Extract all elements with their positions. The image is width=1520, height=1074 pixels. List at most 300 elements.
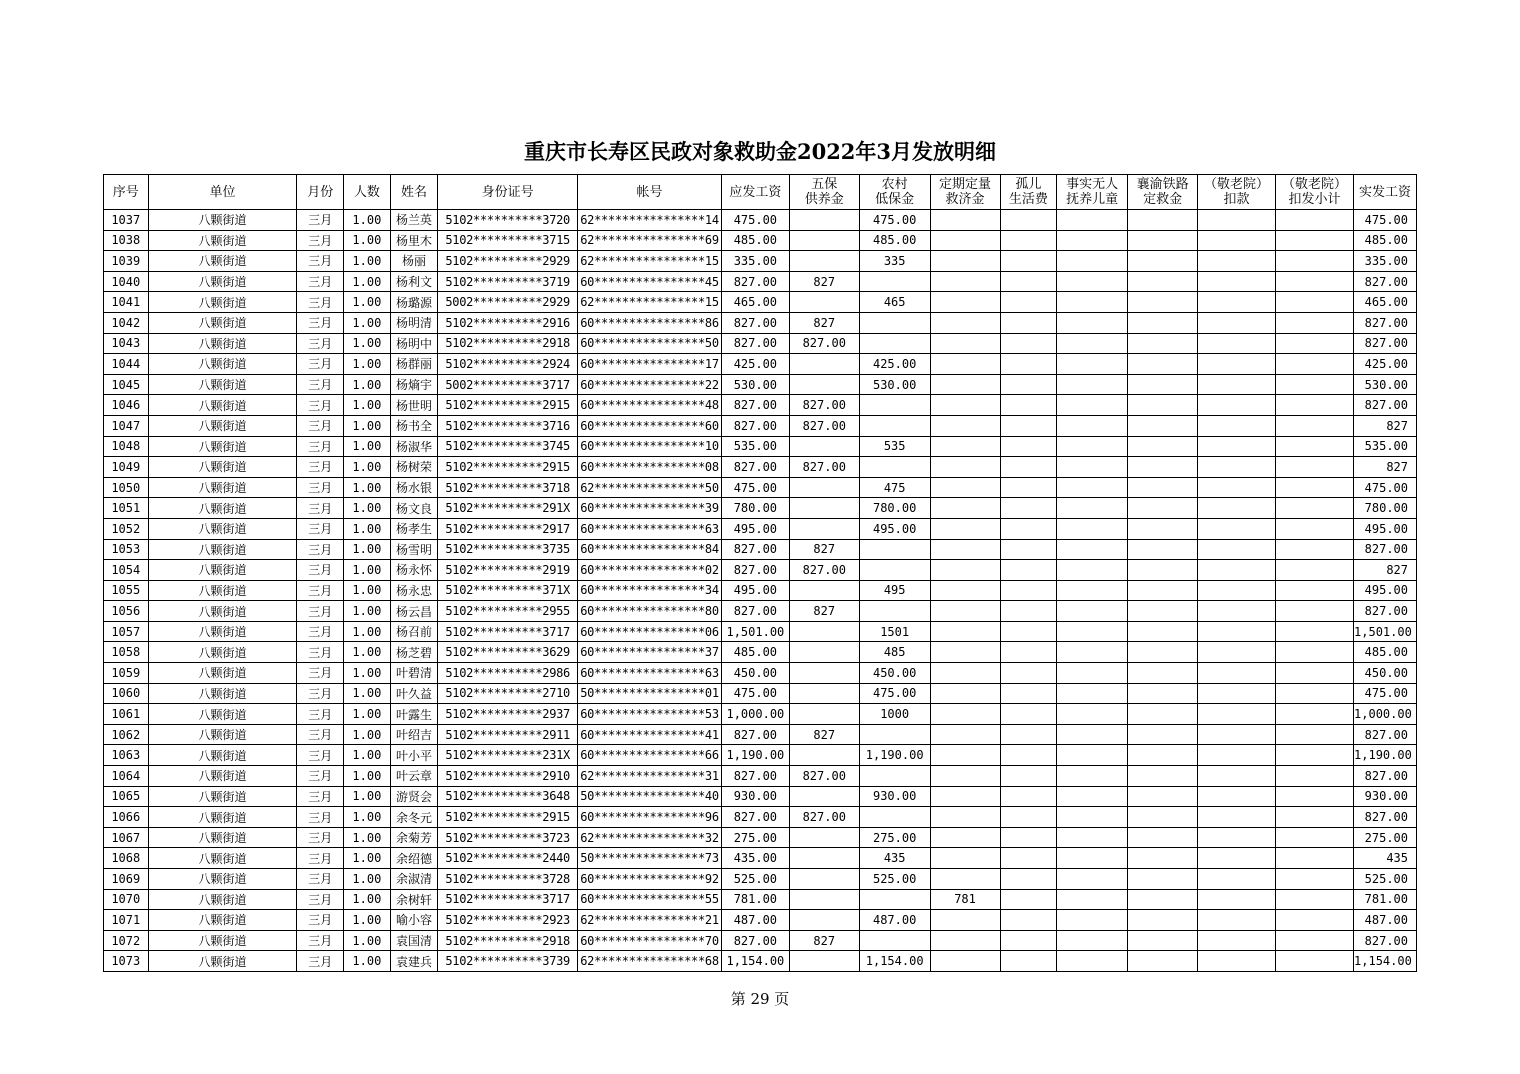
cell-orphan: [1000, 477, 1057, 498]
cell-account: 62****************21: [578, 910, 722, 931]
cell-payable: 827.00: [721, 560, 789, 581]
cell-net-pay: 827: [1354, 415, 1417, 436]
cell-account: 60****************66: [578, 745, 722, 766]
cell-count: 1.00: [344, 621, 391, 642]
cell-nursing-deduct: [1198, 642, 1276, 663]
table-row: [104, 560, 1417, 581]
cell-xiangyu: [1128, 663, 1198, 684]
cell-unit: 八颗街道: [148, 230, 297, 251]
cell-dingqi: [930, 663, 1000, 684]
cell-unsupported-child: [1057, 930, 1128, 951]
header-dingqi: 定期定量 救济金: [930, 175, 1000, 210]
cell-nursing-subtotal: [1276, 498, 1354, 519]
cell-nursing-subtotal: [1276, 271, 1354, 292]
cell-unsupported-child: [1057, 560, 1128, 581]
cell-unit: 八颗街道: [148, 848, 297, 869]
cell-unsupported-child: [1057, 601, 1128, 622]
cell-seq: 1069: [104, 869, 149, 890]
cell-unsupported-child: [1057, 251, 1128, 272]
table-row: [104, 745, 1417, 766]
cell-wubao: [789, 580, 859, 601]
cell-payable: 827.00: [721, 312, 789, 333]
cell-nursing-subtotal: [1276, 951, 1354, 972]
cell-payable: 495.00: [721, 580, 789, 601]
cell-net-pay: 827.00: [1354, 395, 1417, 416]
cell-nursing-deduct: [1198, 333, 1276, 354]
cell-unit: 八颗街道: [148, 560, 297, 581]
cell-account: 60****************10: [578, 436, 722, 457]
cell-unsupported-child: [1057, 766, 1128, 787]
cell-name: 余淑清: [390, 869, 438, 890]
cell-account: 60****************63: [578, 663, 722, 684]
cell-nursing-deduct: [1198, 354, 1276, 375]
cell-unit: 八颗街道: [148, 539, 297, 560]
cell-seq: 1064: [104, 766, 149, 787]
cell-unsupported-child: [1057, 807, 1128, 828]
cell-payable: 827.00: [721, 539, 789, 560]
cell-unsupported-child: [1057, 518, 1128, 539]
cell-nursing-subtotal: [1276, 621, 1354, 642]
cell-dingqi: [930, 312, 1000, 333]
cell-nursing-deduct: [1198, 415, 1276, 436]
cell-id-number: 5102**********3735: [438, 539, 578, 560]
cell-unit: 八颗街道: [148, 498, 297, 519]
cell-payable: 425.00: [721, 354, 789, 375]
cell-count: 1.00: [344, 807, 391, 828]
cell-seq: 1073: [104, 951, 149, 972]
cell-dibao: 530.00: [859, 374, 930, 395]
cell-name: 杨孝生: [390, 518, 438, 539]
cell-seq: 1046: [104, 395, 149, 416]
cell-dingqi: [930, 436, 1000, 457]
cell-xiangyu: [1128, 745, 1198, 766]
cell-orphan: [1000, 848, 1057, 869]
cell-seq: 1050: [104, 477, 149, 498]
cell-orphan: [1000, 683, 1057, 704]
cell-name: 袁国清: [390, 930, 438, 951]
cell-account: 50****************40: [578, 786, 722, 807]
cell-count: 1.00: [344, 457, 391, 478]
cell-id-number: 5102**********2929: [438, 251, 578, 272]
cell-seq: 1071: [104, 910, 149, 931]
cell-month: 三月: [297, 560, 344, 581]
cell-name: 余绍德: [390, 848, 438, 869]
cell-net-pay: 827: [1354, 457, 1417, 478]
cell-nursing-deduct: [1198, 580, 1276, 601]
cell-dingqi: [930, 498, 1000, 519]
cell-net-pay: 465.00: [1354, 292, 1417, 313]
cell-xiangyu: [1128, 210, 1198, 231]
header-net-pay: 实发工资: [1354, 175, 1417, 210]
cell-id-number: 5102**********2924: [438, 354, 578, 375]
cell-unit: 八颗街道: [148, 518, 297, 539]
cell-count: 1.00: [344, 374, 391, 395]
cell-name: 叶碧清: [390, 663, 438, 684]
cell-name: 杨熵宇: [390, 374, 438, 395]
cell-wubao: [789, 518, 859, 539]
cell-dibao: 1,154.00: [859, 951, 930, 972]
cell-orphan: [1000, 271, 1057, 292]
cell-orphan: [1000, 827, 1057, 848]
cell-payable: 1,154.00: [721, 951, 789, 972]
cell-seq: 1044: [104, 354, 149, 375]
cell-payable: 475.00: [721, 477, 789, 498]
cell-orphan: [1000, 395, 1057, 416]
table-row: [104, 251, 1417, 272]
cell-dingqi: [930, 786, 1000, 807]
cell-wubao: 827: [789, 271, 859, 292]
cell-count: 1.00: [344, 930, 391, 951]
header-wubao: 五保 供养金: [789, 175, 859, 210]
cell-net-pay: 425.00: [1354, 354, 1417, 375]
cell-wubao: [789, 621, 859, 642]
cell-month: 三月: [297, 889, 344, 910]
cell-net-pay: 1,501.00: [1354, 621, 1417, 642]
cell-orphan: [1000, 210, 1057, 231]
cell-xiangyu: [1128, 848, 1198, 869]
cell-dingqi: [930, 724, 1000, 745]
cell-wubao: [789, 230, 859, 251]
cell-month: 三月: [297, 457, 344, 478]
cell-payable: 1,000.00: [721, 704, 789, 725]
cell-nursing-subtotal: [1276, 910, 1354, 931]
header-xiangyu: 襄渝铁路 定救金: [1128, 175, 1198, 210]
cell-wubao: [789, 704, 859, 725]
cell-unit: 八颗街道: [148, 930, 297, 951]
cell-count: 1.00: [344, 333, 391, 354]
cell-wubao: 827.00: [789, 457, 859, 478]
cell-seq: 1061: [104, 704, 149, 725]
cell-count: 1.00: [344, 642, 391, 663]
cell-month: 三月: [297, 601, 344, 622]
cell-dibao: 435: [859, 848, 930, 869]
cell-dingqi: [930, 374, 1000, 395]
cell-month: 三月: [297, 539, 344, 560]
cell-unsupported-child: [1057, 292, 1128, 313]
cell-nursing-subtotal: [1276, 312, 1354, 333]
cell-account: 50****************73: [578, 848, 722, 869]
cell-seq: 1067: [104, 827, 149, 848]
cell-name: 杨永怀: [390, 560, 438, 581]
cell-account: 60****************86: [578, 312, 722, 333]
cell-account: 60****************22: [578, 374, 722, 395]
cell-dingqi: [930, 827, 1000, 848]
cell-unsupported-child: [1057, 724, 1128, 745]
cell-name: 袁建兵: [390, 951, 438, 972]
cell-id-number: 5102**********3717: [438, 889, 578, 910]
cell-dingqi: [930, 539, 1000, 560]
cell-nursing-deduct: [1198, 457, 1276, 478]
cell-seq: 1037: [104, 210, 149, 231]
cell-seq: 1054: [104, 560, 149, 581]
cell-payable: 487.00: [721, 910, 789, 931]
cell-name: 叶绍吉: [390, 724, 438, 745]
cell-seq: 1060: [104, 683, 149, 704]
table-row: [104, 457, 1417, 478]
table-row: [104, 807, 1417, 828]
cell-dibao: 485: [859, 642, 930, 663]
cell-seq: 1038: [104, 230, 149, 251]
cell-xiangyu: [1128, 766, 1198, 787]
cell-dibao: [859, 333, 930, 354]
table-row: [104, 312, 1417, 333]
cell-nursing-deduct: [1198, 930, 1276, 951]
cell-orphan: [1000, 292, 1057, 313]
cell-account: 60****************50: [578, 333, 722, 354]
cell-payable: 930.00: [721, 786, 789, 807]
cell-month: 三月: [297, 230, 344, 251]
cell-account: 62****************14: [578, 210, 722, 231]
cell-dibao: [859, 312, 930, 333]
cell-dibao: 930.00: [859, 786, 930, 807]
cell-month: 三月: [297, 910, 344, 931]
header-nursing-deduct: （敬老院） 扣款: [1198, 175, 1276, 210]
header-count: 人数: [344, 175, 391, 210]
cell-unit: 八颗街道: [148, 312, 297, 333]
cell-name: 杨里木: [390, 230, 438, 251]
cell-count: 1.00: [344, 580, 391, 601]
cell-id-number: 5102**********2986: [438, 663, 578, 684]
cell-month: 三月: [297, 642, 344, 663]
cell-unit: 八颗街道: [148, 642, 297, 663]
cell-nursing-subtotal: [1276, 580, 1354, 601]
cell-account: 62****************15: [578, 251, 722, 272]
cell-id-number: 5102**********2915: [438, 457, 578, 478]
cell-nursing-subtotal: [1276, 539, 1354, 560]
cell-xiangyu: [1128, 560, 1198, 581]
cell-orphan: [1000, 436, 1057, 457]
table-row: [104, 580, 1417, 601]
cell-seq: 1042: [104, 312, 149, 333]
cell-month: 三月: [297, 807, 344, 828]
cell-id-number: 5102**********3719: [438, 271, 578, 292]
cell-account: 60****************96: [578, 807, 722, 828]
cell-unsupported-child: [1057, 436, 1128, 457]
cell-dibao: 487.00: [859, 910, 930, 931]
cell-seq: 1066: [104, 807, 149, 828]
cell-count: 1.00: [344, 395, 391, 416]
table-header: [104, 175, 1417, 210]
cell-payable: 465.00: [721, 292, 789, 313]
cell-xiangyu: [1128, 642, 1198, 663]
table-row: [104, 518, 1417, 539]
cell-nursing-deduct: [1198, 683, 1276, 704]
cell-unsupported-child: [1057, 683, 1128, 704]
cell-nursing-subtotal: [1276, 457, 1354, 478]
cell-account: 60****************17: [578, 354, 722, 375]
cell-nursing-subtotal: [1276, 663, 1354, 684]
cell-dingqi: [930, 807, 1000, 828]
header-nursing-subtotal: （敬老院） 扣发小计: [1276, 175, 1354, 210]
cell-id-number: 5102**********231X: [438, 745, 578, 766]
cell-nursing-deduct: [1198, 312, 1276, 333]
cell-xiangyu: [1128, 251, 1198, 272]
cell-count: 1.00: [344, 436, 391, 457]
cell-nursing-subtotal: [1276, 930, 1354, 951]
cell-dibao: 525.00: [859, 869, 930, 890]
cell-nursing-subtotal: [1276, 210, 1354, 231]
cell-nursing-subtotal: [1276, 889, 1354, 910]
cell-net-pay: 827.00: [1354, 312, 1417, 333]
cell-unit: 八颗街道: [148, 601, 297, 622]
cell-wubao: [789, 292, 859, 313]
cell-count: 1.00: [344, 498, 391, 519]
cell-orphan: [1000, 601, 1057, 622]
cell-unsupported-child: [1057, 827, 1128, 848]
cell-xiangyu: [1128, 292, 1198, 313]
cell-dibao: [859, 560, 930, 581]
cell-name: 余菊芳: [390, 827, 438, 848]
cell-payable: 1,501.00: [721, 621, 789, 642]
cell-seq: 1063: [104, 745, 149, 766]
table-row: [104, 910, 1417, 931]
cell-month: 三月: [297, 869, 344, 890]
cell-wubao: [789, 354, 859, 375]
table-row: [104, 786, 1417, 807]
cell-dibao: 335: [859, 251, 930, 272]
table-row: [104, 498, 1417, 519]
cell-count: 1.00: [344, 251, 391, 272]
cell-nursing-deduct: [1198, 518, 1276, 539]
cell-account: 60****************02: [578, 560, 722, 581]
cell-nursing-subtotal: [1276, 745, 1354, 766]
cell-account: 60****************84: [578, 539, 722, 560]
cell-account: 60****************53: [578, 704, 722, 725]
cell-wubao: [789, 745, 859, 766]
cell-nursing-deduct: [1198, 210, 1276, 231]
cell-id-number: 5102**********3739: [438, 951, 578, 972]
cell-orphan: [1000, 415, 1057, 436]
cell-xiangyu: [1128, 457, 1198, 478]
cell-id-number: 5102**********2910: [438, 766, 578, 787]
cell-xiangyu: [1128, 786, 1198, 807]
cell-seq: 1062: [104, 724, 149, 745]
cell-month: 三月: [297, 621, 344, 642]
cell-unsupported-child: [1057, 457, 1128, 478]
cell-name: 杨永忠: [390, 580, 438, 601]
cell-dibao: [859, 601, 930, 622]
cell-seq: 1072: [104, 930, 149, 951]
cell-payable: 781.00: [721, 889, 789, 910]
cell-dingqi: [930, 704, 1000, 725]
cell-dingqi: [930, 210, 1000, 231]
cell-seq: 1055: [104, 580, 149, 601]
cell-unsupported-child: [1057, 580, 1128, 601]
header-orphan: 孤儿 生活费: [1000, 175, 1057, 210]
cell-payable: 495.00: [721, 518, 789, 539]
table-row: [104, 230, 1417, 251]
cell-unit: 八颗街道: [148, 889, 297, 910]
cell-dibao: 425.00: [859, 354, 930, 375]
cell-name: 杨雪明: [390, 539, 438, 560]
cell-xiangyu: [1128, 395, 1198, 416]
cell-dibao: 465: [859, 292, 930, 313]
cell-nursing-deduct: [1198, 374, 1276, 395]
cell-count: 1.00: [344, 312, 391, 333]
cell-payable: 535.00: [721, 436, 789, 457]
cell-dingqi: [930, 683, 1000, 704]
cell-dingqi: 781: [930, 889, 1000, 910]
cell-orphan: [1000, 642, 1057, 663]
cell-net-pay: 780.00: [1354, 498, 1417, 519]
cell-wubao: 827.00: [789, 333, 859, 354]
cell-orphan: [1000, 457, 1057, 478]
cell-dibao: [859, 271, 930, 292]
cell-unsupported-child: [1057, 312, 1128, 333]
cell-nursing-deduct: [1198, 724, 1276, 745]
cell-month: 三月: [297, 827, 344, 848]
cell-seq: 1052: [104, 518, 149, 539]
cell-unsupported-child: [1057, 745, 1128, 766]
cell-unit: 八颗街道: [148, 704, 297, 725]
page-number: 第 29 页: [730, 990, 790, 1008]
cell-unit: 八颗街道: [148, 354, 297, 375]
cell-name: 余冬元: [390, 807, 438, 828]
cell-nursing-subtotal: [1276, 704, 1354, 725]
cell-count: 1.00: [344, 889, 391, 910]
cell-month: 三月: [297, 374, 344, 395]
cell-nursing-deduct: [1198, 601, 1276, 622]
cell-name: 叶小平: [390, 745, 438, 766]
cell-nursing-subtotal: [1276, 477, 1354, 498]
cell-net-pay: 827: [1354, 560, 1417, 581]
cell-wubao: [789, 869, 859, 890]
cell-nursing-deduct: [1198, 621, 1276, 642]
cell-net-pay: 535.00: [1354, 436, 1417, 457]
cell-count: 1.00: [344, 271, 391, 292]
cell-nursing-deduct: [1198, 560, 1276, 581]
cell-name: 杨明清: [390, 312, 438, 333]
cell-month: 三月: [297, 498, 344, 519]
cell-nursing-deduct: [1198, 292, 1276, 313]
cell-nursing-deduct: [1198, 889, 1276, 910]
cell-seq: 1059: [104, 663, 149, 684]
cell-name: 叶露生: [390, 704, 438, 725]
cell-xiangyu: [1128, 354, 1198, 375]
cell-wubao: [789, 210, 859, 231]
cell-orphan: [1000, 807, 1057, 828]
cell-dingqi: [930, 415, 1000, 436]
header-payable: 应发工资: [721, 175, 789, 210]
cell-dingqi: [930, 580, 1000, 601]
cell-nursing-deduct: [1198, 786, 1276, 807]
table-row: [104, 354, 1417, 375]
cell-unit: 八颗街道: [148, 436, 297, 457]
page-title: 重庆市长寿区民政对象救助金2022年3月发放明细: [523, 139, 997, 164]
cell-month: 三月: [297, 312, 344, 333]
cell-account: 60****************48: [578, 395, 722, 416]
header-seq: 序号: [104, 175, 149, 210]
cell-id-number: 5102**********2915: [438, 807, 578, 828]
cell-account: 62****************68: [578, 951, 722, 972]
cell-unit: 八颗街道: [148, 786, 297, 807]
cell-id-number: 5102**********2440: [438, 848, 578, 869]
cell-orphan: [1000, 930, 1057, 951]
cell-orphan: [1000, 745, 1057, 766]
cell-account: 60****************06: [578, 621, 722, 642]
cell-orphan: [1000, 951, 1057, 972]
cell-wubao: 827.00: [789, 560, 859, 581]
cell-wubao: 827.00: [789, 395, 859, 416]
cell-dingqi: [930, 745, 1000, 766]
table-row: [104, 395, 1417, 416]
cell-dingqi: [930, 601, 1000, 622]
cell-net-pay: 827.00: [1354, 766, 1417, 787]
cell-xiangyu: [1128, 910, 1198, 931]
cell-xiangyu: [1128, 333, 1198, 354]
cell-dingqi: [930, 333, 1000, 354]
cell-nursing-deduct: [1198, 395, 1276, 416]
